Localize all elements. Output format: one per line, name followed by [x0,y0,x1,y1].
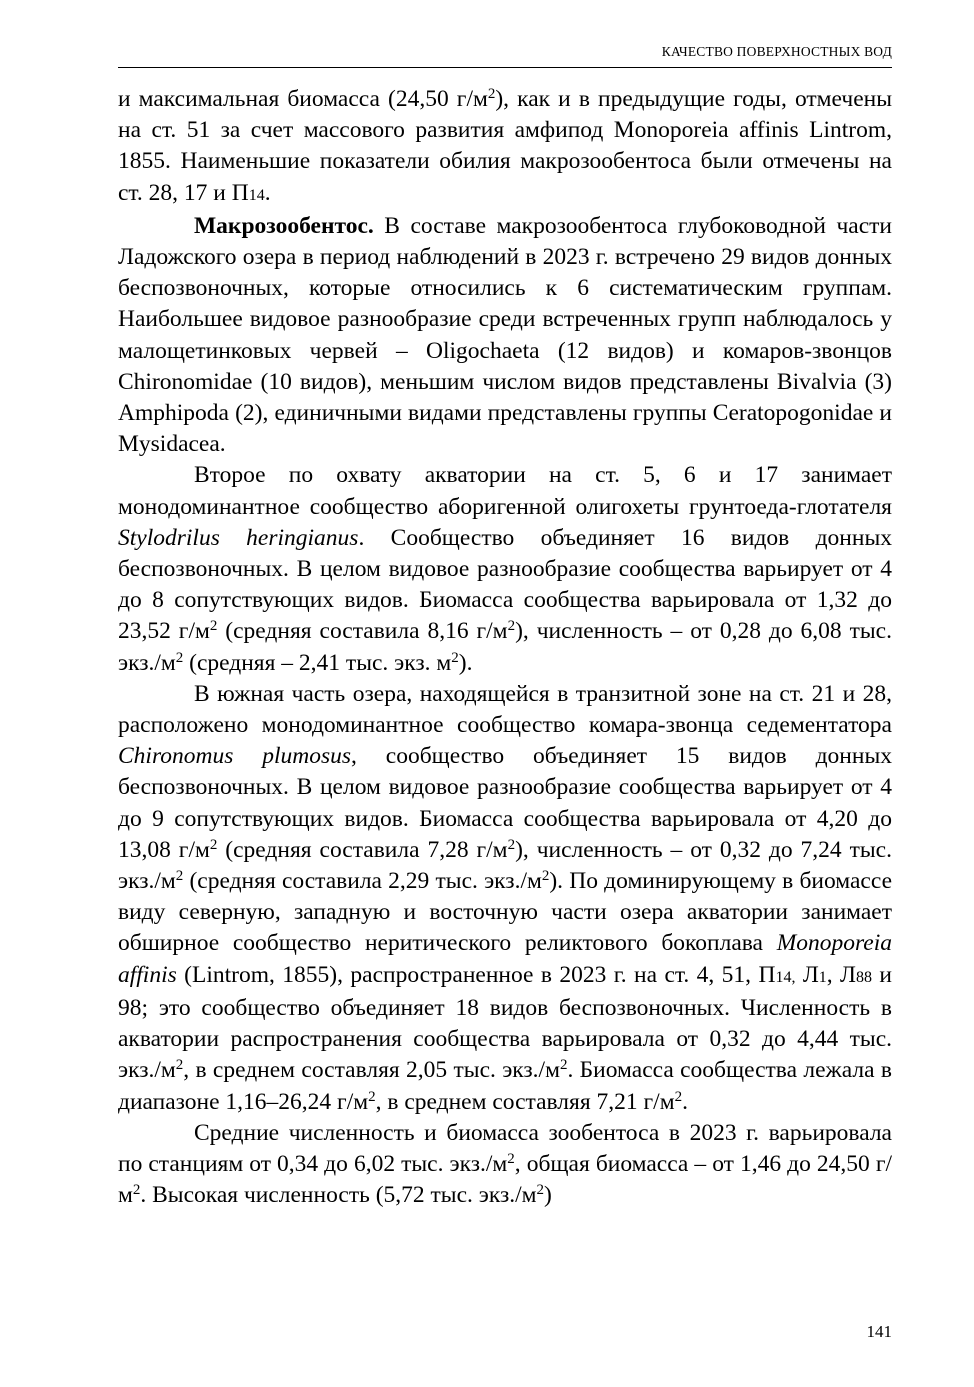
paragraph-4: В южная часть озера, находящейся в транзитной зоне на ст. 21 и 28, расположено монодоминантное сообщество комара-звонца седементатора Chironomus plumosus, сообщество объединяет 15 видов донных беспозвоночных. В целом видовое разнообразие сообщества варьирует от 4 до 9 сопутствующих видов. Биомасса сообщества варьировала от 4,20 до 13,08 $г/м^2$ (средняя составила 7,28 $г/м^2$), численность – от 0,32 до 7,24 тыс. $экз./м^2$ (средняя составила 2,29 тыс. $экз./м^2$). По доминирующему в биомассе виду северную, западную и восточную части озера акватории занимает обширное сообщество неритического реликтового бокоплава Monoporeia affinis (Lintrom, 1855), распространенное в 2023 г. на ст. 4, 51, П14, Л1, Л88 и 98; это сообщество объединяет 18 видов беспозвоночных. Численность в акватории распространения сообщества варьировала от 0,32 до 4,44 тыс. $экз./м^2$, в среднем составляя 2,05 тыс. $экз./м^2$. Биомасса сообщества лежала в диапазоне 1,16–26,24 $г/м^2$, в среднем составляя 7,21 $г/м^2$. [118,680,893,1115]
paragraph-3: Второе по охвату акватории на ст. 5, 6 и 17 занимает монодоминантное сообщество аборигенной олигохеты грунтоеда-глотателя Stylodrilus heringianus. Сообщество объединяет 16 видов донных беспозвоночных. В целом видовое разнообразие сообщества варьирует от 4 до 8 сопутствующих видов. Биомасса сообщества варьировала от 1,32 до 23,52 $г/м^2$ (средняя составила 8,16 $г/м^2$), численность – от 0,28 до 6,08 тыс. $экз./м^2$ (средняя – 2,41 тыс. экз. $м^2$). [118,462,892,676]
page-number: 141 [866,1322,892,1341]
paragraph-5: Средние численность и биомасса зообентоса в 2023 г. варьировала по станциям от 0,34 до 6,02 тыс. $экз./м^2$, общая биомасса – от 1,46 до 24,50 $г/м^2$. Высокая численность (5,72 тыс. $экз./м^2$) [118,1119,893,1209]
header-rule [118,67,892,68]
paragraph-1: и максимальная биомасса (24,50 $г/м^2$), как и в предыдущие годы, отмечены на ст. 51 за счет массового развития амфипод Monoporeia affinis Lintrom, 1855. Наименьшие показатели обилия макрозообентоса были отмечены на ст. 28, 17 и П14. [118,86,892,206]
paragraph-2: Макрозообентос. В составе макрозообентоса глубоководной части Ладожского озера в период наблюдений в 2023 г. встречено 29 видов донных беспозвоночных, которые относились к 6 систематическим группам. Наибольшее видовое разнообразие среди встреченных групп наблюдалось у малощетинковых червей – Oligochaeta (12 видов) и комаров-звонцов Chironomidae (10 видов), меньшим числом видов представлены Bivalvia (3) Amphipoda (2), единичными видами представлены группы Ceratopogonidae и Mysidacea. [118,212,892,458]
running-header: КАЧЕСТВО ПОВЕРХНОСТНЫХ ВОД [661,44,892,59]
species-name: Chironomus plumosus [118,743,352,770]
body-text [118,84,892,1211]
species-name: Stylodrilus heringianus [118,524,359,551]
section-heading: Макрозообентос. [194,212,374,239]
species-name: Monoporeia affinis [118,930,892,988]
